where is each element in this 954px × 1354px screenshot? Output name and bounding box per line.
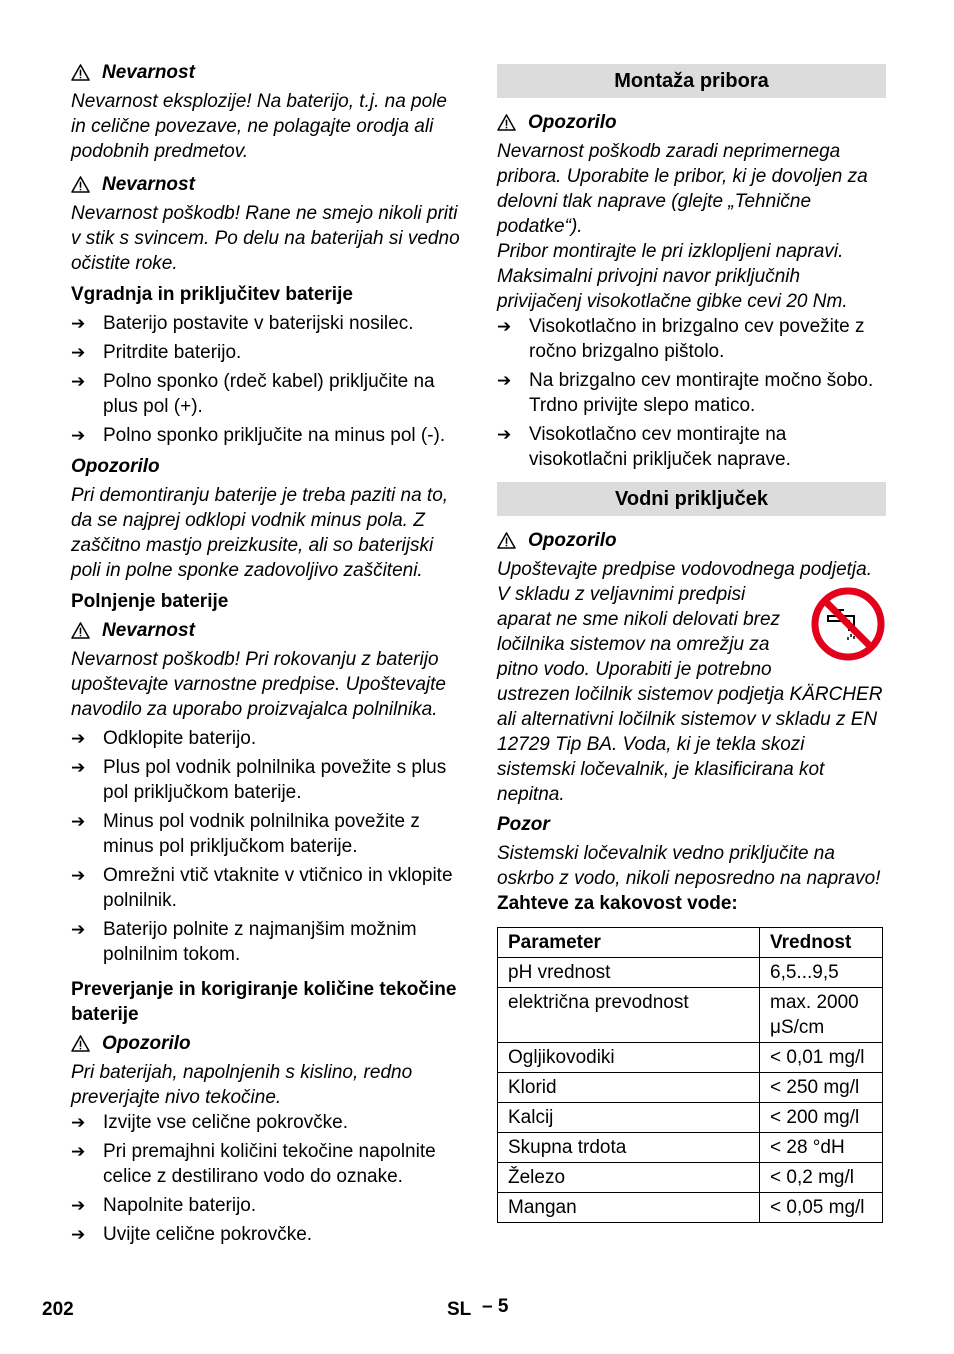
- table-cell: Mangan: [498, 1193, 760, 1223]
- table-row: [498, 1073, 883, 1103]
- arrow-right-icon: ➔: [497, 317, 512, 336]
- arrow-right-icon: ➔: [71, 1113, 86, 1132]
- table-cell: < 0,01 mg/l: [760, 1043, 883, 1073]
- caution-heading: Opozorilo: [71, 456, 160, 477]
- table-cell: < 28 °dH: [760, 1133, 883, 1163]
- warning-triangle-icon: [71, 64, 90, 81]
- list-item: ➔ Odklopite baterijo.: [71, 728, 257, 749]
- list-item: ➔ Na brizgalno cev montirajte močno šobo. Trdno privijte slepo matico.: [497, 370, 874, 416]
- list-item: ➔ Polno sponko (rdeč kabel) priključite na plus pol (+).: [71, 371, 435, 417]
- table-cell: < 200 mg/l: [760, 1103, 883, 1133]
- column-header: Parameter: [498, 928, 760, 958]
- table-row: [498, 1193, 883, 1223]
- caution-text: Nevarnost poškodb zaradi neprimernega pribora. Uporabite le pribor, ki je dovoljen za delovni tlak naprave (glejte „Tehnične podatke“).: [497, 141, 868, 237]
- list-item: ➔ Pri premajhni količini tekočine napolnite celice z destilirano vodo do oznake.: [71, 1141, 436, 1187]
- arrow-right-icon: ➔: [497, 371, 512, 390]
- table-cell: Železo: [498, 1163, 760, 1193]
- column-header: Vrednost: [760, 928, 883, 958]
- warning-triangle-icon: [71, 176, 90, 193]
- section-page-number: – 5: [482, 1296, 509, 1317]
- caution-text-block: [497, 582, 886, 807]
- list-item: ➔ Pritrdite baterijo.: [71, 342, 242, 363]
- table-row: [498, 1133, 883, 1163]
- table-cell: pH vrednost: [498, 958, 760, 988]
- list-item: ➔ Minus pol vodnik polnilnika povežite z minus pol priključkom baterije.: [71, 811, 420, 857]
- caution-text: Upoštevajte predpise vodovodnega podjetja.: [497, 559, 872, 580]
- section-heading: Polnjenje baterije: [71, 591, 229, 612]
- caution-text: Pribor montirajte le pri izklopljeni napravi.: [497, 241, 844, 262]
- section-heading: Zahteve za kakovost vode:: [497, 893, 738, 914]
- warning-triangle-icon: [71, 622, 90, 639]
- section-title-bar: Montaža pribora: [497, 64, 886, 98]
- table-row: [498, 1103, 883, 1133]
- left-column: [71, 60, 461, 1247]
- warning-heading: Nevarnost: [71, 618, 461, 643]
- list-item: ➔ Baterijo polnite z najmanjšim možnim polnilnim tokom.: [71, 919, 417, 965]
- table-cell: Klorid: [498, 1073, 760, 1103]
- table-cell: < 0,05 mg/l: [760, 1193, 883, 1223]
- attention-text: Sistemski ločevalnik vedno priključite na oskrbo z vodo, nikoli neposredno na napravo!: [497, 843, 881, 889]
- arrow-right-icon: ➔: [71, 729, 86, 748]
- table-row: [498, 988, 883, 1043]
- table-cell: < 250 mg/l: [760, 1073, 883, 1103]
- section-heading: Preverjanje in korigiranje količine tekočine baterije: [71, 979, 457, 1025]
- warning-heading: Nevarnost: [71, 60, 461, 85]
- page-number: 202: [42, 1299, 74, 1320]
- water-quality-table: [497, 927, 883, 1223]
- caution-text: V skladu z veljavnimi predpisi aparat ne sme nikoli delovati brez ločilnika sistemov na omrežju za pitno vodo. Uporabiti je potrebno ustrezen ločilnik sistemov podjetja KÄRCHER ali alternativni ločilnik sistemov v skladu z EN 12729 Tip BA. Voda, ki je tekla skozi sistemski ločevalnik, je klasificirana kot nepitna.: [497, 584, 883, 805]
- arrow-right-icon: ➔: [497, 425, 512, 444]
- attention-heading: Pozor: [497, 814, 550, 835]
- arrow-right-icon: ➔: [71, 1142, 86, 1161]
- right-column: [497, 60, 886, 1223]
- list-item: ➔ Izvijte vse celične pokrovčke.: [71, 1112, 348, 1133]
- list-item: ➔ Visokotlačno in brizgalno cev povežite z ročno brizgalno pištolo.: [497, 316, 865, 362]
- warning-triangle-icon: [497, 532, 516, 549]
- arrow-right-icon: ➔: [71, 372, 86, 391]
- list-item: ➔ Baterijo postavite v baterijski nosilec.: [71, 313, 414, 334]
- warning-heading: Nevarnost: [71, 172, 461, 197]
- arrow-right-icon: ➔: [71, 1225, 86, 1244]
- warning-triangle-icon: [71, 1035, 90, 1052]
- table-header-row: [498, 928, 883, 958]
- list-item: ➔ Plus pol vodnik polnilnika povežite s plus pol priključkom baterije.: [71, 757, 447, 803]
- table-cell: električna prevodnost: [498, 988, 760, 1043]
- language-code: SL: [447, 1299, 472, 1320]
- list-item: ➔ Polno sponko priključite na minus pol (-).: [71, 425, 446, 446]
- section-heading: Vgradnja in priključitev baterije: [71, 284, 353, 305]
- table-cell: Skupna trdota: [498, 1133, 760, 1163]
- no-direct-connection-icon: [810, 586, 886, 662]
- section-title-bar: Vodni priključek: [497, 482, 886, 516]
- table-cell: Kalcij: [498, 1103, 760, 1133]
- table-row: [498, 958, 883, 988]
- list-item: ➔ Omrežni vtič vtaknite v vtičnico in vklopite polnilnik.: [71, 865, 453, 911]
- table-cell: 6,5...9,5: [760, 958, 883, 988]
- list-item: ➔ Uvijte celične pokrovčke.: [71, 1224, 313, 1245]
- table-cell: < 0,2 mg/l: [760, 1163, 883, 1193]
- arrow-right-icon: ➔: [71, 866, 86, 885]
- arrow-right-icon: ➔: [71, 314, 86, 333]
- table-row: [498, 1163, 883, 1193]
- warning-text: Nevarnost poškodb! Rane ne smejo nikoli priti v stik s svincem. Po delu na baterijah si vedno očistite roke.: [71, 203, 460, 274]
- table-cell: max. 2000 μS/cm: [760, 988, 883, 1043]
- arrow-right-icon: ➔: [71, 758, 86, 777]
- warning-triangle-icon: [497, 114, 516, 131]
- arrow-right-icon: ➔: [71, 1196, 86, 1215]
- table-row: [498, 1043, 883, 1073]
- warning-text: Nevarnost poškodb! Pri rokovanju z baterijo upoštevajte varnostne predpise. Upoštevajte navodilo za uporabo proizvajalca polnilnika.: [71, 649, 446, 720]
- table-cell: Ogljikovodiki: [498, 1043, 760, 1073]
- list-item: ➔ Napolnite baterijo.: [71, 1195, 257, 1216]
- arrow-right-icon: ➔: [71, 812, 86, 831]
- caution-heading: Opozorilo: [497, 528, 886, 553]
- caution-text: Maksimalni privojni navor priključnih privijačenj visokotlačne gibke cevi 20 Nm.: [497, 266, 848, 312]
- list-item: ➔ Visokotlačno cev montirajte na visokotlačni priključek naprave.: [497, 424, 791, 470]
- caution-text: Pri baterijah, napolnjenih s kislino, redno preverjajte nivo tekočine.: [71, 1062, 413, 1108]
- arrow-right-icon: ➔: [71, 343, 86, 362]
- arrow-right-icon: ➔: [71, 426, 86, 445]
- warning-text: Nevarnost eksplozije! Na baterijo, t.j. na pole in celične povezave, ne polagajte orodja ali podobnih predmetov.: [71, 91, 447, 162]
- arrow-right-icon: ➔: [71, 920, 86, 939]
- caution-heading: Opozorilo: [497, 110, 886, 135]
- caution-heading: Opozorilo: [71, 1031, 461, 1056]
- caution-text: Pri demontiranju baterije je treba paziti na to, da se najprej odklopi vodnik minus pola. Z zaščitno mastjo preizkusite, ali so baterijski poli in polne sponke zadovoljivo zaščiteni.: [71, 485, 449, 581]
